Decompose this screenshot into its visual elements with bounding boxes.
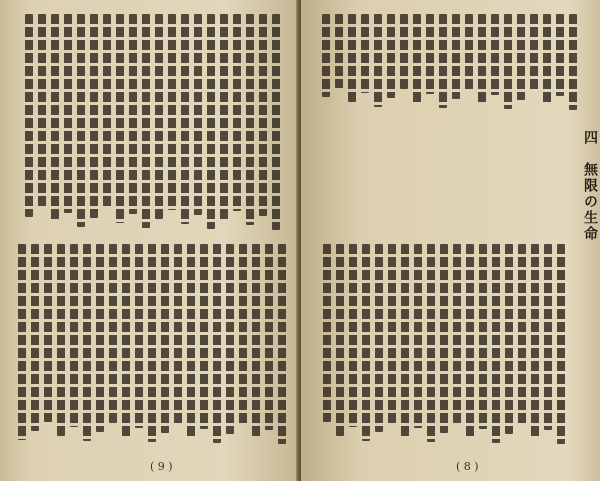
text-column (375, 244, 383, 432)
text-column (213, 244, 221, 443)
text-column (530, 14, 538, 91)
text-column (322, 14, 330, 97)
text-column (400, 14, 408, 89)
text-column (155, 14, 163, 219)
text-column (187, 244, 195, 438)
text-column (96, 244, 104, 432)
text-column (83, 244, 91, 441)
text-column (38, 14, 46, 208)
text-column (278, 244, 286, 444)
text-column (226, 244, 234, 434)
text-column (479, 244, 487, 429)
text-column (181, 14, 189, 224)
text-column (491, 14, 499, 95)
text-column (246, 14, 254, 225)
text-column (439, 14, 447, 108)
text-column (200, 244, 208, 429)
text-column (77, 14, 85, 227)
text-column (220, 14, 228, 220)
text-column (387, 14, 395, 98)
text-column (492, 244, 500, 443)
text-column (362, 244, 370, 441)
text-column (556, 14, 564, 96)
text-column (361, 14, 369, 93)
text-column (259, 14, 267, 216)
section-heading: 四 無限の生命 (582, 130, 598, 242)
text-column (504, 14, 512, 109)
text-column (374, 14, 382, 107)
text-column (109, 244, 117, 423)
text-column (51, 14, 59, 222)
text-column (70, 244, 78, 427)
text-column (90, 14, 98, 218)
text-column (272, 14, 280, 230)
text-column (25, 14, 33, 217)
text-column (505, 244, 513, 434)
text-column (44, 244, 52, 422)
text-column (414, 244, 422, 428)
text-column (335, 14, 343, 88)
text-column (543, 14, 551, 105)
text-column (452, 14, 460, 99)
text-column (427, 244, 435, 442)
text-column (207, 14, 215, 229)
text-column (413, 14, 421, 103)
text-column (569, 14, 577, 110)
text-column (348, 14, 356, 102)
text-column (168, 14, 176, 210)
text-column (440, 244, 448, 433)
text-column (544, 244, 552, 430)
text-column (478, 14, 486, 104)
text-column (64, 14, 72, 213)
text-column (174, 244, 182, 424)
text-column (517, 14, 525, 100)
text-column (135, 244, 143, 428)
text-column (349, 244, 357, 427)
text-column (18, 244, 26, 440)
text-column (466, 244, 474, 438)
text-column (129, 14, 137, 214)
text-column (239, 244, 247, 425)
right-page (301, 0, 600, 481)
text-column (116, 14, 124, 223)
text-column (388, 244, 396, 423)
text-column (57, 244, 65, 436)
text-column (336, 244, 344, 436)
text-column (557, 244, 565, 444)
text-column (518, 244, 526, 425)
text-column (265, 244, 273, 430)
text-column (401, 244, 409, 437)
left-page (0, 0, 299, 481)
text-column (161, 244, 169, 433)
text-column (453, 244, 461, 424)
text-column (426, 14, 434, 94)
page-number-right: ( 8 ) (456, 460, 479, 473)
text-column (252, 244, 260, 439)
text-column (233, 14, 241, 211)
text-column (103, 14, 111, 209)
text-column (31, 244, 39, 431)
text-column (323, 244, 331, 422)
page-number-left: ( 9 ) (150, 460, 173, 473)
text-column (142, 14, 150, 228)
text-column (148, 244, 156, 442)
text-column (122, 244, 130, 437)
text-column (531, 244, 539, 439)
text-column (465, 14, 473, 90)
text-column (194, 14, 202, 215)
